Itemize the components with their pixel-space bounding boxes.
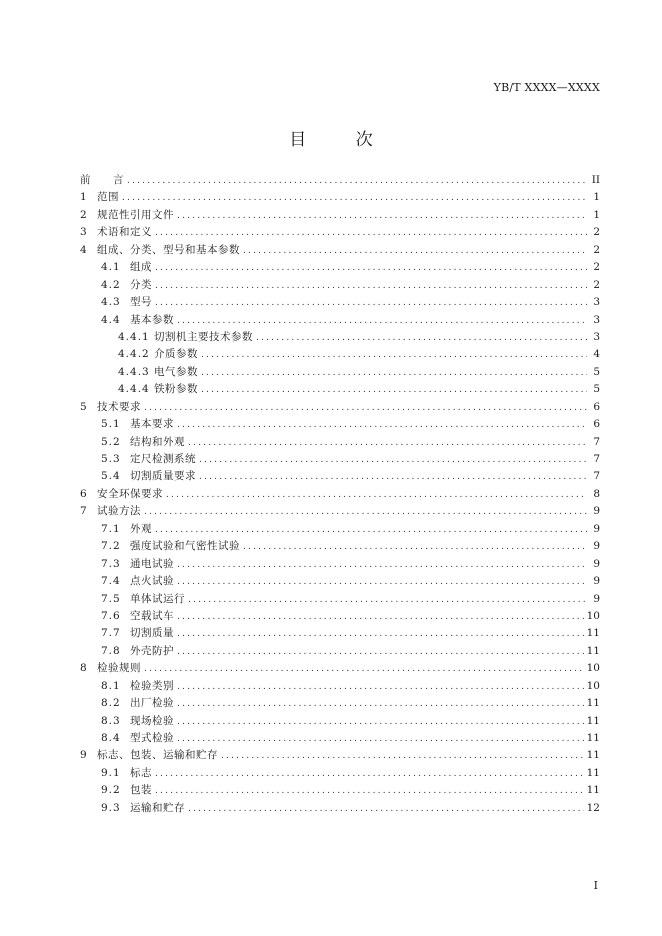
toc-entry-page: 7 xyxy=(593,435,600,448)
toc-entry-number: 8.2 xyxy=(101,697,121,710)
dot-leader xyxy=(177,208,587,225)
toc-entry-page: 2 xyxy=(593,278,600,291)
toc-entry-number: 4.1 xyxy=(101,261,121,274)
dot-leader xyxy=(188,435,587,452)
toc-entry-page: 3 xyxy=(593,296,600,309)
toc-entry-number: 7.4 xyxy=(101,575,121,588)
dot-leader xyxy=(201,382,587,399)
toc-entry-number: 5 xyxy=(80,400,87,413)
toc-entry[interactable] xyxy=(80,521,600,538)
toc-entry-label: 切割机主要技术参数 xyxy=(154,330,253,343)
toc-entry[interactable] xyxy=(80,312,600,329)
toc-entry-number: 5.2 xyxy=(101,435,121,448)
toc-entry[interactable] xyxy=(80,695,600,712)
toc-title: 目 次 xyxy=(289,130,395,150)
toc-entry-label: 检验规则 xyxy=(97,662,141,675)
toc-entry[interactable] xyxy=(80,172,600,189)
toc-entry[interactable] xyxy=(80,224,600,241)
dot-leader xyxy=(155,225,587,242)
toc-entry[interactable] xyxy=(80,660,600,677)
toc-entry-label: 电气参数 xyxy=(154,365,198,378)
dot-leader xyxy=(177,417,587,434)
dot-leader xyxy=(177,714,584,731)
dot-leader xyxy=(177,574,587,591)
toc-entry-number: 7.7 xyxy=(101,627,121,640)
dot-leader xyxy=(177,557,587,574)
dot-leader xyxy=(177,679,584,696)
toc-entry-number: 4.4 xyxy=(101,313,121,326)
toc-entry-page: 11 xyxy=(586,644,600,657)
toc-entry-label: 标志、包装、运输和贮存 xyxy=(97,749,218,762)
dot-leader xyxy=(177,731,584,748)
dot-leader xyxy=(256,330,587,347)
dot-leader xyxy=(144,661,584,678)
toc-entry-number: 7.1 xyxy=(101,522,121,535)
toc-entry-page: 10 xyxy=(586,679,600,692)
toc-entry-label: 定尺检测系统 xyxy=(130,453,196,465)
toc-entry-number: 2 xyxy=(80,208,87,221)
dot-leader xyxy=(221,748,584,765)
toc-entry-page: 2 xyxy=(593,261,600,274)
dot-leader xyxy=(144,504,587,521)
toc-entry-number: 1 xyxy=(80,191,87,204)
dot-leader xyxy=(127,173,587,190)
toc-entry-label: 单体试运行 xyxy=(130,592,185,605)
toc-entry[interactable] xyxy=(80,329,600,346)
toc-entry-number: 8.3 xyxy=(101,714,121,727)
toc-entry[interactable] xyxy=(80,451,600,468)
toc-entry-page: 10 xyxy=(586,662,600,675)
dot-leader xyxy=(199,469,587,486)
toc-entry-page: 10 xyxy=(586,609,600,622)
toc-entry[interactable] xyxy=(80,643,600,660)
toc-entry[interactable] xyxy=(80,800,600,817)
toc-entry[interactable] xyxy=(80,381,600,398)
toc-entry[interactable] xyxy=(80,538,600,555)
dot-leader xyxy=(188,801,584,818)
toc-entry-page: 12 xyxy=(586,801,600,814)
dot-leader xyxy=(177,626,584,643)
toc-entry-page: 11 xyxy=(586,697,600,710)
toc-entry-page: 11 xyxy=(586,766,600,779)
toc-entry[interactable] xyxy=(80,277,600,294)
toc-entry-label: 范围 xyxy=(97,191,119,204)
toc-entry[interactable] xyxy=(80,259,600,276)
toc-entry-page: 1 xyxy=(593,208,600,221)
dot-leader xyxy=(201,347,587,364)
toc-entry-label: 通电试验 xyxy=(130,557,174,570)
toc-entry-number: 9 xyxy=(80,749,87,762)
toc-entry-page: 7 xyxy=(593,453,600,465)
toc-entry-label: 强度试验和气密性试验 xyxy=(130,540,240,553)
toc-entry-label: 标志 xyxy=(130,766,152,779)
toc-entry-number: 7.5 xyxy=(101,592,121,605)
toc-entry-number: 8.4 xyxy=(101,732,121,744)
toc-entry-page: 9 xyxy=(593,540,600,553)
page-number: I xyxy=(593,879,598,892)
toc-entry-label: 外壳防护 xyxy=(130,644,174,657)
toc-entry[interactable] xyxy=(80,765,600,782)
toc-entry[interactable] xyxy=(80,416,600,433)
toc-entry[interactable] xyxy=(80,573,600,590)
toc-entry-page: 9 xyxy=(593,575,600,588)
toc-entry-page: 9 xyxy=(593,592,600,605)
toc-entry-number: 7.3 xyxy=(101,557,121,570)
toc-entry-page: 9 xyxy=(593,522,600,535)
toc-entry-number: 8 xyxy=(80,662,87,675)
toc-entry-label: 组成、分类、型号和基本参数 xyxy=(97,243,240,256)
toc-entry-page: 1 xyxy=(593,191,600,204)
toc-entry-page: 5 xyxy=(593,383,600,396)
toc-entry[interactable] xyxy=(80,294,600,311)
toc-entry-number: 6 xyxy=(80,487,87,500)
toc-entry-label: 结构和外观 xyxy=(130,435,185,448)
dot-leader xyxy=(122,190,587,207)
toc-entry-page: 5 xyxy=(593,365,600,378)
toc-entry[interactable] xyxy=(80,486,600,503)
toc-entry-label: 切割质量 xyxy=(130,627,174,640)
toc-entry-number: 9.2 xyxy=(101,784,121,797)
dot-leader xyxy=(155,260,587,277)
toc-entry-number: 5.1 xyxy=(101,418,121,431)
toc-entry-label: 型式检验 xyxy=(130,732,174,744)
toc-entry-page: 11 xyxy=(586,749,600,762)
toc-entry[interactable] xyxy=(80,364,600,381)
toc-entry-label: 技术要求 xyxy=(97,400,141,413)
toc-entry-label: 铁粉参数 xyxy=(154,383,198,396)
toc-entry-label: 外观 xyxy=(130,522,152,535)
dot-leader xyxy=(177,696,584,713)
toc-entry-number: 3 xyxy=(80,226,87,239)
toc-entry-page: 4 xyxy=(593,348,600,361)
dot-leader xyxy=(177,644,584,661)
toc-entry-number: 8.1 xyxy=(101,679,121,692)
dot-leader xyxy=(177,313,587,330)
dot-leader xyxy=(201,365,587,382)
toc-entry-number: 7.8 xyxy=(101,644,121,657)
toc-entry-label: 检验类别 xyxy=(130,679,174,692)
toc-entry-label: 包装 xyxy=(130,784,152,797)
toc-entry-page: 6 xyxy=(593,400,600,413)
toc-entry[interactable] xyxy=(80,189,600,206)
toc-entry[interactable] xyxy=(80,503,600,520)
toc-entry-label: 规范性引用文件 xyxy=(97,208,174,221)
toc-entry-label: 现场检验 xyxy=(130,714,174,727)
toc-entry-label: 前 言 xyxy=(80,174,124,186)
toc-entry-label: 运输和贮存 xyxy=(130,801,185,814)
toc-entry-page: 8 xyxy=(593,487,600,500)
toc-entry-page: 11 xyxy=(586,784,600,797)
toc-entry-page: 7 xyxy=(593,470,600,483)
toc-entry-page: 2 xyxy=(593,243,600,256)
toc-entry-label: 组成 xyxy=(130,261,152,274)
toc-entry-number: 4.2 xyxy=(101,278,121,291)
toc-entry[interactable] xyxy=(80,346,600,363)
toc-entry-label: 型号 xyxy=(130,296,152,309)
dot-leader xyxy=(155,522,587,539)
toc-entry-number: 5.3 xyxy=(101,453,121,465)
toc-entry-number: 4 xyxy=(80,243,87,256)
dot-leader xyxy=(243,539,587,556)
toc-entry-number: 7.2 xyxy=(101,540,121,553)
toc-entry-number: 4.4.3 xyxy=(118,365,150,378)
toc-entry-number: 4.3 xyxy=(101,296,121,309)
toc-entry-number: 9.1 xyxy=(101,766,121,779)
toc-entry-label: 术语和定义 xyxy=(97,226,152,239)
table-of-contents xyxy=(80,172,600,817)
dot-leader xyxy=(155,766,584,783)
toc-entry-label: 试验方法 xyxy=(97,505,141,518)
toc-entry-number: 4.4.2 xyxy=(118,348,150,361)
dot-leader xyxy=(177,609,584,626)
toc-entry-label: 点火试验 xyxy=(130,575,174,588)
toc-entry-number: 7.6 xyxy=(101,609,121,622)
toc-entry[interactable] xyxy=(80,713,600,730)
toc-entry-label: 分类 xyxy=(130,278,152,291)
toc-entry-page: 9 xyxy=(593,557,600,570)
toc-entry-page: 3 xyxy=(593,330,600,343)
dot-leader xyxy=(155,278,587,295)
toc-entry-page: II xyxy=(591,174,600,186)
toc-entry-page: 6 xyxy=(593,418,600,431)
dot-leader xyxy=(166,487,587,504)
document-code: YB/T XXXX—XXXX xyxy=(493,81,600,94)
toc-entry-label: 基本参数 xyxy=(130,313,174,326)
toc-entry-label: 介质参数 xyxy=(154,348,198,361)
toc-entry-number: 5.4 xyxy=(101,470,121,483)
toc-entry-number: 7 xyxy=(80,505,87,518)
toc-entry-page: 9 xyxy=(593,505,600,518)
toc-entry[interactable] xyxy=(80,747,600,764)
toc-entry[interactable] xyxy=(80,468,600,485)
toc-entry[interactable] xyxy=(80,730,600,747)
dot-leader xyxy=(243,243,587,260)
toc-entry[interactable] xyxy=(80,207,600,224)
toc-entry-page: 11 xyxy=(586,732,600,744)
dot-leader xyxy=(155,783,584,800)
toc-entry[interactable] xyxy=(80,556,600,573)
toc-entry-label: 基本要求 xyxy=(130,418,174,431)
toc-entry[interactable] xyxy=(80,782,600,799)
toc-entry[interactable] xyxy=(80,625,600,642)
toc-entry[interactable] xyxy=(80,399,600,416)
toc-entry-number: 4.4.1 xyxy=(118,330,150,343)
toc-entry-number: 9.3 xyxy=(101,801,121,814)
toc-entry-number: 4.4.4 xyxy=(118,383,150,396)
toc-entry-page: 11 xyxy=(586,627,600,640)
toc-entry-page: 3 xyxy=(593,313,600,326)
toc-entry-label: 空载试车 xyxy=(130,609,174,622)
toc-entry-page: 2 xyxy=(593,226,600,239)
toc-entry[interactable] xyxy=(80,242,600,259)
toc-entry-label: 出厂检验 xyxy=(130,697,174,710)
toc-entry-label: 安全环保要求 xyxy=(97,487,163,500)
dot-leader xyxy=(155,295,587,312)
toc-entry[interactable] xyxy=(80,678,600,695)
toc-entry[interactable] xyxy=(80,434,600,451)
dot-leader xyxy=(188,592,587,609)
dot-leader xyxy=(199,452,587,469)
toc-entry[interactable] xyxy=(80,608,600,625)
toc-entry[interactable] xyxy=(80,591,600,608)
toc-entry-page: 11 xyxy=(586,714,600,727)
dot-leader xyxy=(144,400,587,417)
toc-entry-label: 切割质量要求 xyxy=(130,470,196,483)
